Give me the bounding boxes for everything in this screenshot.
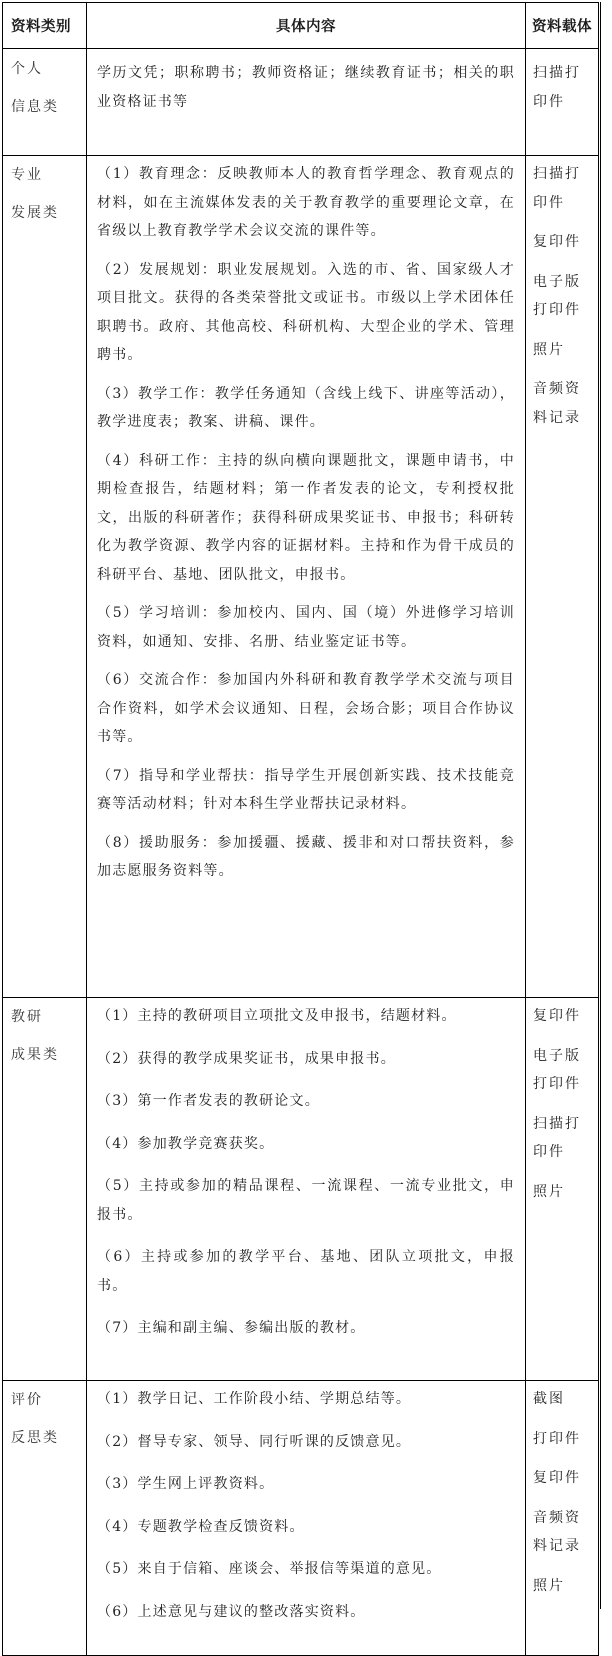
category-cell (3, 156, 87, 998)
carrier-item: 截图 (533, 1391, 565, 1407)
outer-frame-line (600, 2, 601, 1609)
content-paragraph: （4）科研工作：主持的纵向横向课题批文，课题申请书，中期检查报告，结题材料；第一作者发表的论文，专利授权批文，出版的科研著作；获得科研成果奖证书、申报书；科研转化为教学资源、教学内容的证据材料。主持和作为骨干成员的科研平台、基地、团队批文，申报书。 (97, 452, 515, 583)
category-line: 反思类 (11, 1430, 59, 1446)
content-paragraph: （1）教学日记、工作阶段小结、学期总结等。 (97, 1391, 412, 1407)
category-line: 个人 (11, 61, 43, 77)
carrier-cell (526, 998, 599, 1381)
content-cell (87, 156, 526, 998)
content-paragraph: （6）上述意见与建议的整改落实资料。 (97, 1603, 366, 1620)
content-paragraph: （2）督导专家、领导、同行听课的反馈意见。 (97, 1433, 412, 1450)
content-paragraph: （2）发展规划：职业发展规划。入选的市、省、国家级人才项目批文。获得的各类荣誉批文或证书。市级以上学术团体任职聘书。政府、其他高校、科研机构、大型企业的学术、管理聘书。 (97, 261, 515, 363)
category-cell (3, 1381, 87, 1656)
carrier-item: 复印件 (533, 1008, 581, 1024)
carrier-item: 扫描打印件 (533, 166, 581, 211)
header-carrier: 资料载体 (526, 3, 599, 49)
carrier-item: 打印件 (533, 1430, 581, 1447)
content-paragraph: （5）来自于信箱、座谈会、举报信等渠道的意见。 (97, 1561, 442, 1577)
content-paragraph: （3）教学工作：教学任务通知（含线上线下、讲座等活动），教学进度表；教案、讲稿、课件。 (97, 385, 515, 430)
content-paragraph: （5）学习培训：参加校内、国内、国（境）外进修学习培训资料，如通知、安排、名册、结业鉴定证书等。 (97, 605, 515, 650)
content-paragraph: （7）主编和副主编、参编出版的教材。 (97, 1320, 366, 1336)
category-line: 信息类 (11, 99, 59, 115)
content-paragraph: （5）主持或参加的精品课程、一流课程、一流专业批文，申报书。 (97, 1178, 515, 1223)
carrier-item: 照片 (533, 1577, 565, 1594)
carrier-item: 音频资料记录 (533, 1509, 581, 1554)
category-line: 成果类 (11, 1047, 59, 1063)
content-cell (87, 998, 526, 1381)
content-paragraph: （3）第一作者发表的教研论文。 (97, 1093, 320, 1109)
category-line: 发展类 (11, 205, 59, 221)
carrier-item: 电子版打印件 (533, 273, 581, 318)
table-header-row (3, 3, 599, 49)
category-line: 专业 (11, 167, 43, 183)
content-paragraph: 学历文凭；职称聘书；教师资格证；继续教育证书；相关的职业资格证书等 (97, 65, 515, 110)
carrier-cell (526, 156, 599, 998)
content-paragraph: （4）参加教学竞赛获奖。 (97, 1135, 275, 1152)
category-line: 评价 (11, 1392, 43, 1408)
content-paragraph: （6）交流合作：参加国内外科研和教育教学学术交流与项目合作资料，如学术会议通知、日程，会场合影；项目合作协议书等。 (97, 672, 515, 745)
carrier-item: 复印件 (533, 1470, 581, 1486)
carrier-item: 复印件 (533, 234, 581, 250)
content-paragraph: （8）援助服务：参加援疆、援藏、援非和对口帮扶资料，参加志愿服务资料等。 (97, 834, 515, 879)
content-paragraph: （2）获得的教学成果奖证书，成果申报书。 (97, 1050, 396, 1067)
content-paragraph: （1）主持的教研项目立项批文及申报书，结题材料。 (97, 1008, 457, 1024)
header-content: 具体内容 (87, 3, 526, 49)
category-line: 教研 (11, 1009, 43, 1025)
header-category: 资料类别 (3, 3, 87, 49)
category-cell (3, 49, 87, 156)
carrier-item: 照片 (533, 1183, 565, 1200)
table-row-teaching-research (3, 998, 599, 1381)
content-paragraph: （1）教育理念：反映教师本人的教育哲学理念、教育观点的材料，如在主流媒体发表的关于教育教学的重要理论文章，在省级以上教育教学学术会议交流的课件等。 (97, 166, 515, 239)
category-cell (3, 998, 87, 1381)
table-row-personal-info (3, 49, 599, 156)
content-paragraph: （7）指导和学业帮扶：指导学生开展创新实践、技术技能竞赛等活动材料；针对本科生学业帮扶记录材料。 (97, 767, 515, 812)
table-row-professional-development (3, 156, 599, 998)
carrier-item: 音频资料记录 (533, 381, 581, 426)
table-row-evaluation-reflection (3, 1381, 599, 1656)
content-paragraph: （3）学生网上评教资料。 (97, 1476, 275, 1492)
carrier-item: 电子版打印件 (533, 1047, 581, 1092)
carrier-cell (526, 1381, 599, 1656)
content-paragraph: （6）主持或参加的教学平台、基地、团队立项批文，申报书。 (97, 1249, 515, 1294)
carrier-item: 照片 (533, 341, 565, 358)
content-cell (87, 49, 526, 156)
content-cell (87, 1381, 526, 1656)
carrier-item: 扫描打印件 (533, 1115, 581, 1160)
content-paragraph: （4）专题教学检查反馈资料。 (97, 1518, 305, 1535)
materials-table (2, 2, 599, 1656)
carrier-cell (526, 49, 599, 156)
carrier-item: 扫描打印件 (533, 65, 581, 110)
